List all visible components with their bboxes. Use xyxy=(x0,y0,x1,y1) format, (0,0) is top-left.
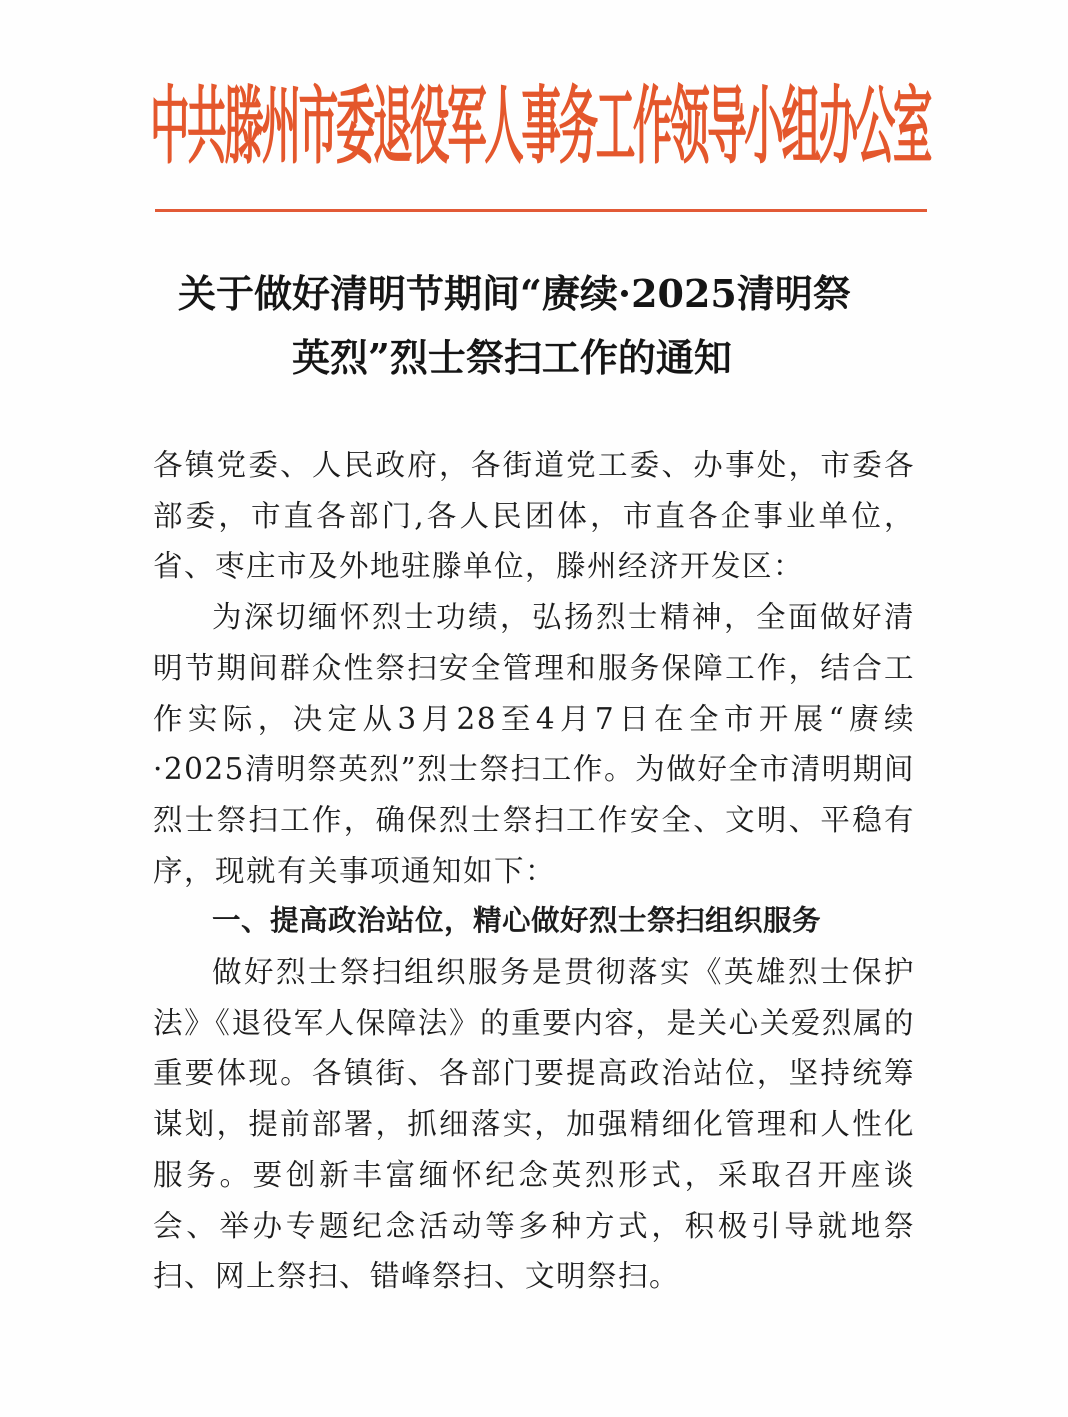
document-body xyxy=(153,440,915,1302)
addressees: 各镇党委、人民政府，各街道党工委、办事处，市委各部委，市直各部门,各人民团体，市直各企事业单位，省、枣庄市及外地驻滕单位，滕州经济开发区： xyxy=(153,448,915,584)
section-1-paragraph: 做好烈士祭扫组织服务是贯彻落实《英雄烈士保护法》《退役军人保障法》的重要内容，是关心关爱烈属的重要体现。各镇街、各部门要提高政治站位，坚持统筹谋划，提前部署，抓细落实，加强精细化管理和人性化服务。要创新丰富缅怀纪念英烈形式，采取召开座谈会、举办专题纪念活动等多种方式，积极引导就地祭扫、网上祭扫、错峰祭扫、文明祭扫。 xyxy=(153,955,915,1294)
document-title xyxy=(178,262,938,390)
section-1-heading: 一、提高政治站位，精心做好烈士祭扫组织服务 xyxy=(212,904,822,938)
issuing-organization: 中共滕州市委退役军人事务工作领导小组办公室 xyxy=(150,77,930,177)
letterhead xyxy=(150,58,930,198)
document-title-line-1: 关于做好清明节期间“赓续·2025清明祭 xyxy=(178,271,851,316)
intro-paragraph: 为深切缅怀烈士功绩，弘扬烈士精神，全面做好清明节期间群众性祭扫安全管理和服务保障工作，结合工作实际，决定从3月28至4月7日在全市开展“赓续·2025清明祭英烈”烈士祭扫工作。为做好全市清明期间烈士祭扫工作，确保烈士祭扫工作安全、文明、平稳有序，现就有关事项通知如下： xyxy=(153,600,915,888)
letterhead-divider xyxy=(155,209,927,212)
document-title-line-2: 英烈”烈士祭扫工作的通知 xyxy=(292,335,732,380)
